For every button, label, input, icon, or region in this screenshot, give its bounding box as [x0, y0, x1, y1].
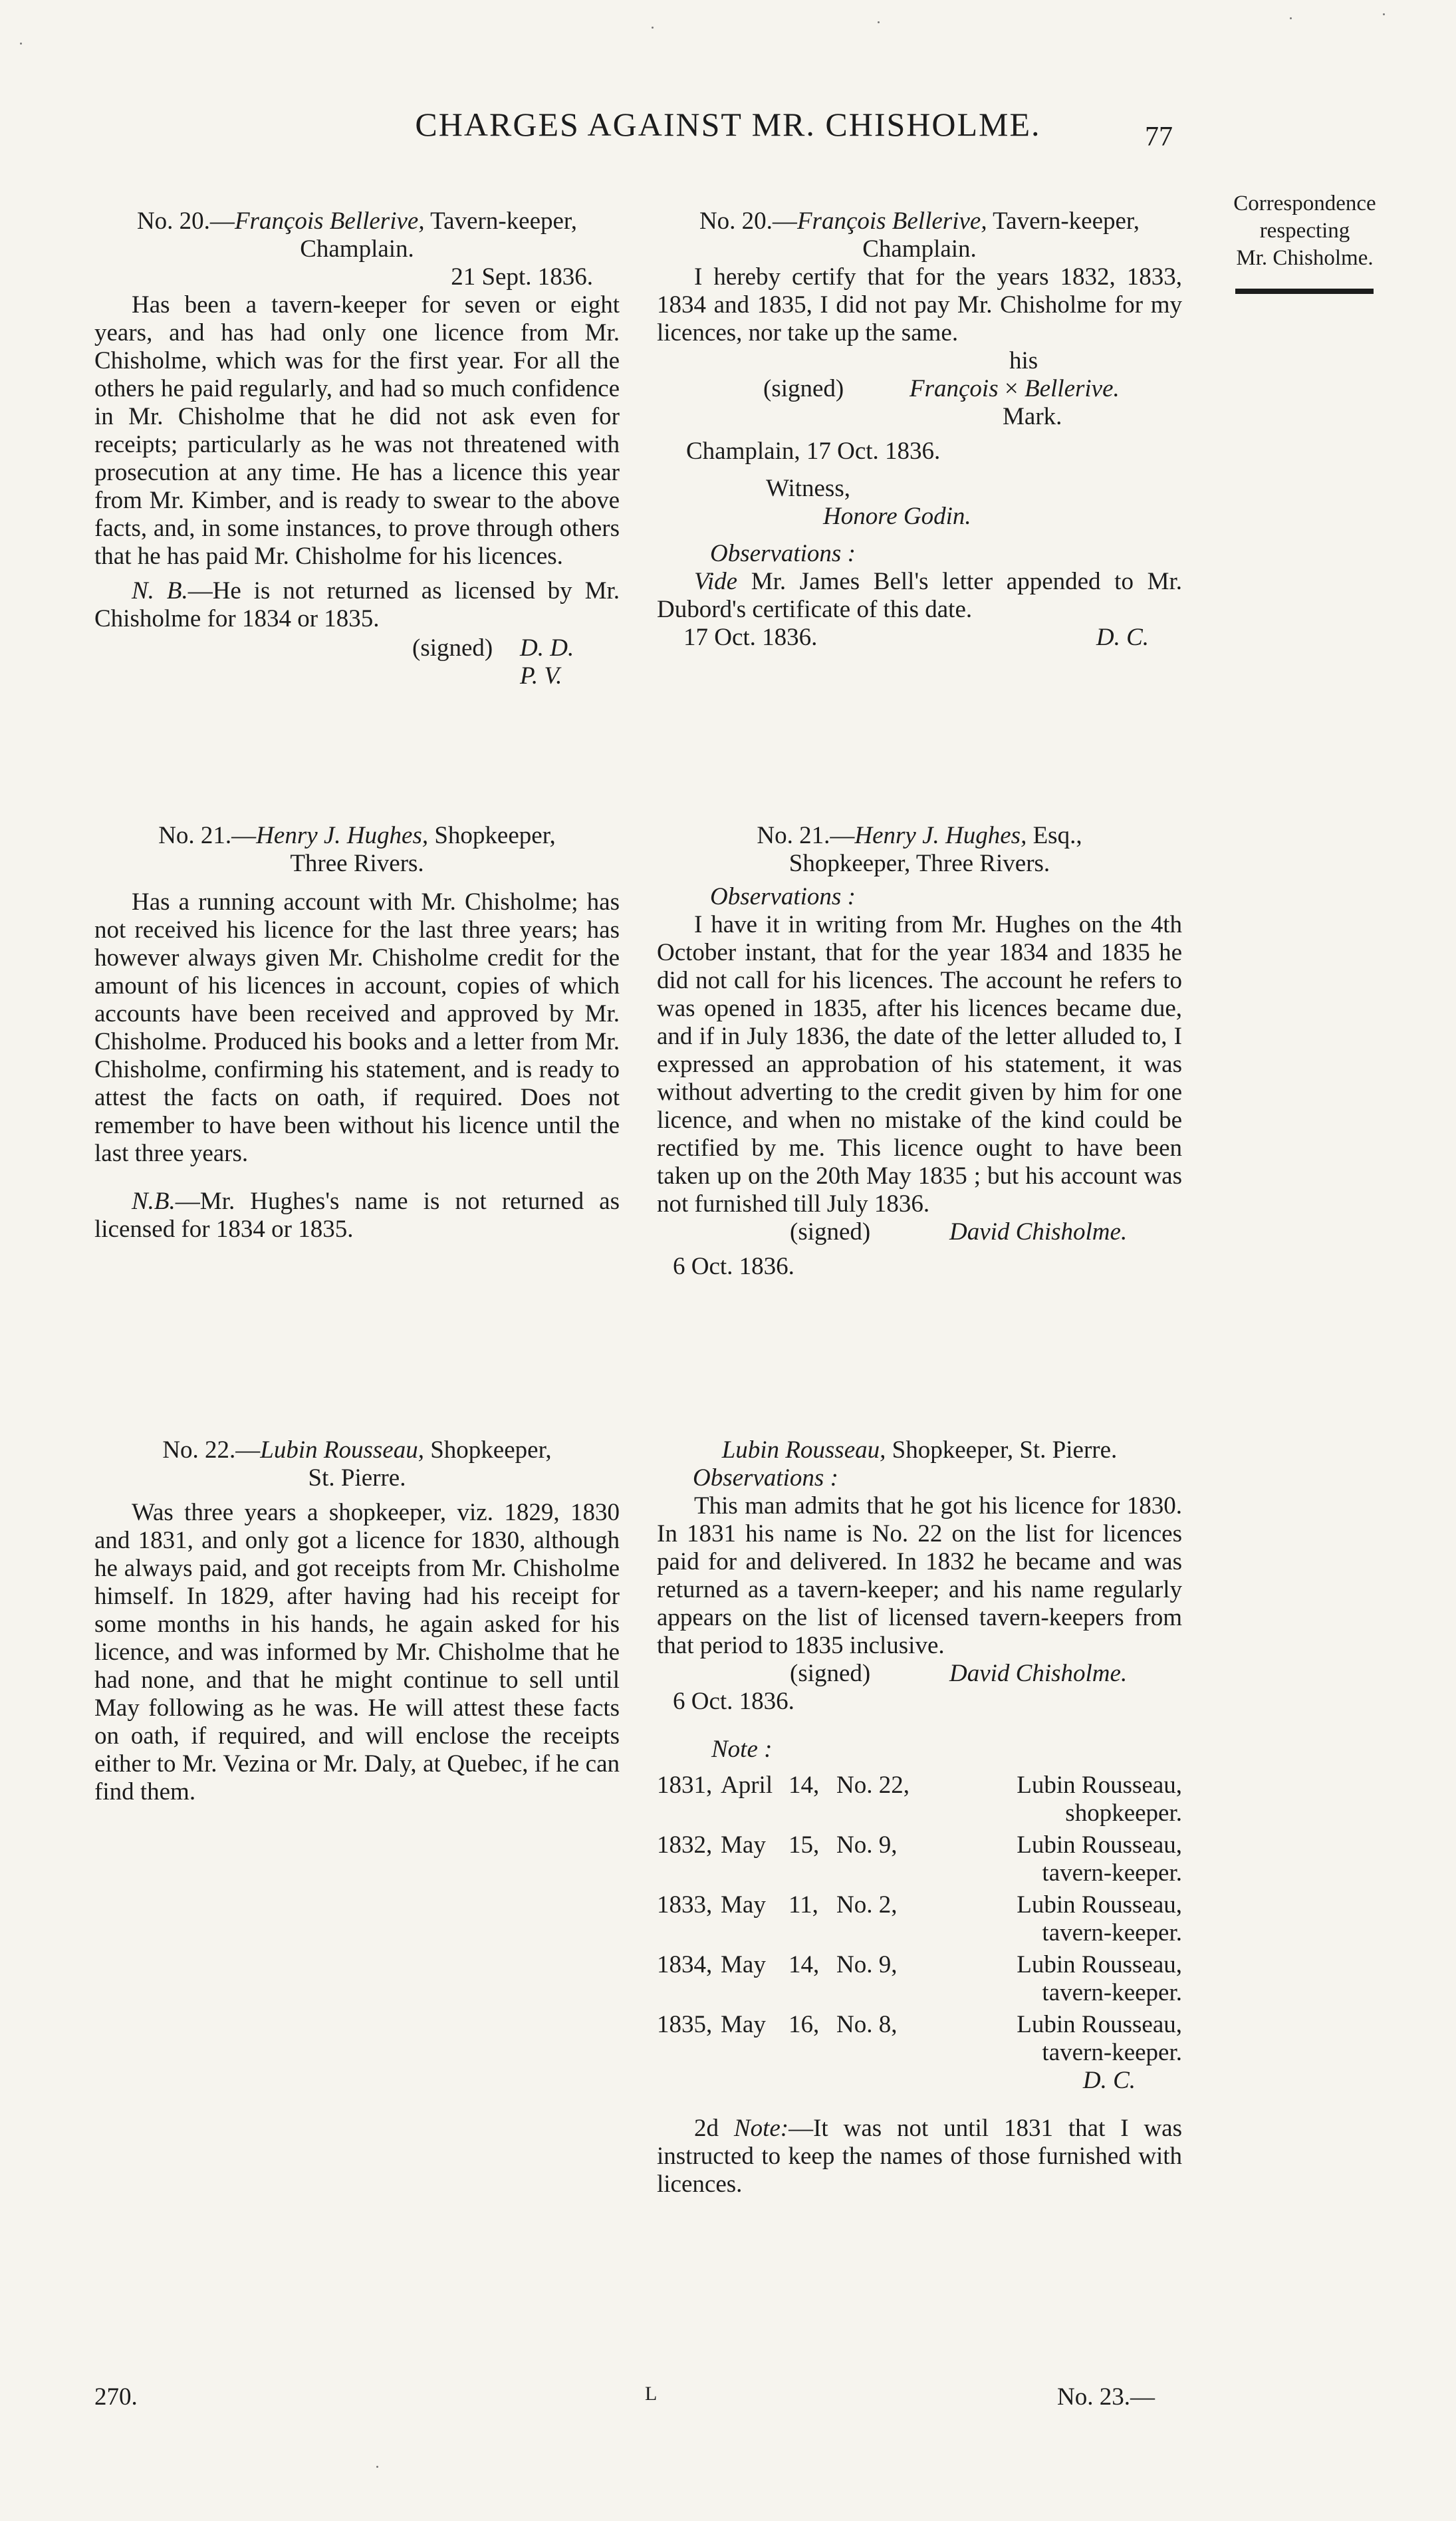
note-no: No. 9,	[836, 1831, 898, 1859]
entry-nb: N. B.—He is not returned as licensed by Mr. Chisholme for 1834 or 1835.	[94, 577, 620, 632]
page-number: 77	[1145, 122, 1173, 152]
note-occupation: tavern-keeper.	[1042, 2039, 1182, 2066]
signature: David Chisholme.	[949, 1218, 1128, 1246]
entry-heading: Lubin Rousseau, Shopkeeper, St. Pierre.	[721, 1436, 1118, 1464]
entry-nb: N.B.—Mr. Hughes's name is not returned as licensed for 1834 or 1835.	[94, 1188, 620, 1243]
scan-speck	[878, 21, 880, 23]
note-year: 1833,	[657, 1891, 713, 1919]
note-day: 15,	[789, 1831, 820, 1859]
mark-label: Mark.	[1003, 403, 1062, 430]
note-name: Lubin Rousseau,	[1017, 2011, 1182, 2038]
note-no: No. 2,	[836, 1891, 898, 1919]
note-month: April	[721, 1772, 773, 1799]
note-year: 1832,	[657, 1831, 713, 1859]
entry-place: Champlain.	[300, 235, 414, 263]
signature-block	[657, 1660, 1182, 1688]
note-row	[657, 1772, 1182, 1827]
note-day: 14,	[789, 1951, 820, 1978]
entry-21-deposition	[94, 822, 620, 1244]
witness-name: Honore Godin.	[823, 503, 971, 530]
scan-speck	[1383, 13, 1385, 15]
signed-label: (signed)	[790, 1660, 871, 1687]
note-no: No. 8,	[836, 2011, 898, 2038]
note-name: Lubin Rousseau,	[1017, 1891, 1182, 1919]
footer-right: No. 23.—	[1057, 2383, 1155, 2411]
note-name: Lubin Rousseau,	[1017, 1772, 1182, 1799]
signature: François × Bellerive.	[910, 375, 1120, 402]
entry-20-certificate	[657, 207, 1182, 652]
note-row	[657, 2011, 1182, 2067]
entry-heading: No. 21.—Henry J. Hughes, Esq.,	[757, 822, 1082, 849]
observations-label: Observations :	[710, 540, 856, 567]
note-year: 1835,	[657, 2011, 713, 2038]
signature-block	[657, 1218, 1182, 1246]
note-name: Lubin Rousseau,	[1017, 1951, 1182, 1978]
observations-body: Vide Mr. James Bell's letter appended to Mr. Dubord's certificate of this date.	[657, 568, 1182, 623]
signature-block	[94, 634, 620, 690]
entry-body: Has been a tavern-keeper for seven or eight years, and has had only one licence from Mr. Chisholme, which was for the first year. For all the others he paid regularly, and had so much confidence in Mr. Chisholme that he did not ask even for receipts; particularly as he was not threatened with prosecution at any time. He has a licence this year from Mr. Kimber, and is ready to swear to the above facts, and, in some instances, to prove through others that he has paid Mr. Chisholme for his licences.	[94, 291, 620, 570]
observations-signature: D. C.	[1096, 624, 1149, 651]
note-name: Lubin Rousseau,	[1017, 1831, 1182, 1859]
scan-speck	[652, 27, 654, 29]
entry-heading: No. 20.—François Bellerive, Tavern-keeper,	[136, 207, 578, 235]
signed-label: (signed)	[763, 375, 844, 402]
note-day: 11,	[789, 1891, 818, 1919]
entry-date: 21 Sept. 1836.	[451, 263, 593, 291]
observations-body: I have it in writing from Mr. Hughes on the 4th October instant, that for the year 1834 and 1835 he did not call for his licences. The account he refers to was opened in 1835, after his licences became due, and if in July 1836, the date of the letter alluded to, I expressed an approbation of his statement, it was without adverting to the credit given by him for one licence, and when no mistake of the kind could be rectified by me. This licence ought to have been taken up on the 20th May 1835 ; but his account was not furnished till July 1836.	[657, 911, 1182, 1218]
signature: P. V.	[520, 662, 562, 690]
entry-place: Three Rivers.	[290, 850, 424, 877]
entry-20-deposition	[94, 207, 620, 690]
footer-center: L	[645, 2383, 658, 2405]
note-row	[657, 1891, 1182, 1947]
entry-heading-line2: Shopkeeper, Three Rivers.	[789, 850, 1050, 877]
signed-label: (signed)	[412, 634, 493, 662]
observations-footer	[657, 624, 1182, 652]
note-occupation: tavern-keeper.	[1042, 1979, 1182, 2006]
margin-note-line: Correspondence	[1233, 192, 1376, 215]
footer-left: 270.	[94, 2383, 138, 2411]
note-list	[657, 1772, 1182, 2067]
margin-note	[1197, 190, 1413, 272]
scan-speck	[376, 2466, 378, 2468]
entry-heading: No. 20.—François Bellerive, Tavern-keeper,	[699, 207, 1140, 235]
entry-heading: No. 22.—Lubin Rousseau, Shopkeeper,	[162, 1436, 552, 1464]
observations-label: Observations :	[710, 883, 856, 910]
observations-date: 17 Oct. 1836.	[683, 624, 818, 651]
second-note: 2d Note:—It was not until 1831 that I was instructed to keep the names of those furnished with licences.	[657, 2115, 1183, 2198]
entry-body: Was three years a shopkeeper, viz. 1829, 1830 and 1831, and only got a licence for 1830, although he always paid, and got receipts from Mr. Chisholme himself. In 1829, after having had his receipt for some months in his hands, he again asked for his licence, and was informed by Mr. Chisholme that he had none, and that he might continue to sell until May following as he was. He will attest these facts on oath, if required, and will enclose the receipts either to Mr. Vezina or Mr. Daly, at Quebec, if he can find them.	[94, 1499, 620, 1805]
note-no: No. 9,	[836, 1951, 898, 1978]
scan-speck	[1290, 17, 1292, 19]
note-signature: D. C.	[1082, 2067, 1136, 2094]
entry-22-observations	[657, 1436, 1182, 2198]
margin-note-line: respecting	[1259, 219, 1350, 243]
signature-date: 6 Oct. 1836.	[673, 1688, 794, 1715]
note-year: 1834,	[657, 1951, 713, 1978]
place-date: Champlain, 17 Oct. 1836.	[686, 438, 941, 465]
note-occupation: tavern-keeper.	[1042, 1859, 1182, 1887]
observations-body: This man admits that he got his licence for 1830. In 1831 his name is No. 22 on the list for licences paid for and delivered. In 1832 he became and was returned as a tavern-keeper; and his name regularly appears on the list of licensed tavern-keepers from that period to 1835 inclusive.	[657, 1492, 1182, 1659]
note-month: May	[721, 2011, 766, 2038]
signature-date: 6 Oct. 1836.	[673, 1253, 794, 1280]
note-occupation: shopkeeper.	[1065, 1799, 1182, 1827]
observations-label: Observations :	[693, 1464, 838, 1492]
signature-block	[657, 347, 1182, 431]
his-label: his	[1009, 347, 1038, 374]
entry-place: St. Pierre.	[308, 1464, 406, 1492]
note-day: 14,	[789, 1772, 820, 1799]
signed-label: (signed)	[790, 1218, 871, 1246]
note-row	[657, 1831, 1182, 1887]
note-row	[657, 1951, 1182, 2007]
entry-heading: No. 21.—Henry J. Hughes, Shopkeeper,	[158, 822, 556, 849]
note-year: 1831,	[657, 1772, 713, 1799]
signature: David Chisholme.	[949, 1660, 1128, 1687]
entry-22-deposition	[94, 1436, 620, 1806]
entry-body: Has a running account with Mr. Chisholme; has not received his licence for the last three years; has however always given Mr. Chisholme credit for the amount of his licences in account, copies of which accounts have been received and approved by Mr. Chisholme. Produced his books and a letter from Mr. Chisholme, confirming his statement, and is ready to attest the facts on oath, if required. Does not remember to have been without his licence until the last three years.	[94, 888, 620, 1167]
signature: D. D.	[520, 634, 574, 662]
note-label: Note :	[711, 1736, 773, 1763]
note-month: May	[721, 1951, 766, 1978]
note-no: No. 22,	[836, 1772, 910, 1799]
witness-label: Witness,	[766, 475, 850, 502]
entry-21-observations	[657, 822, 1182, 1281]
entry-body: I hereby certify that for the years 1832, 1833, 1834 and 1835, I did not pay Mr. Chisholme for my licences, nor take up the same.	[657, 263, 1182, 346]
entry-place: Champlain.	[862, 235, 977, 263]
margin-note-line: Mr. Chisholme.	[1236, 246, 1374, 270]
page-title: CHARGES AGAINST MR. CHISHOLME.	[415, 106, 1041, 143]
note-day: 16,	[789, 2011, 820, 2038]
note-month: May	[721, 1831, 766, 1859]
note-occupation: tavern-keeper.	[1042, 1919, 1182, 1946]
scan-speck	[20, 43, 22, 45]
note-month: May	[721, 1891, 766, 1919]
margin-rule	[1235, 289, 1374, 294]
